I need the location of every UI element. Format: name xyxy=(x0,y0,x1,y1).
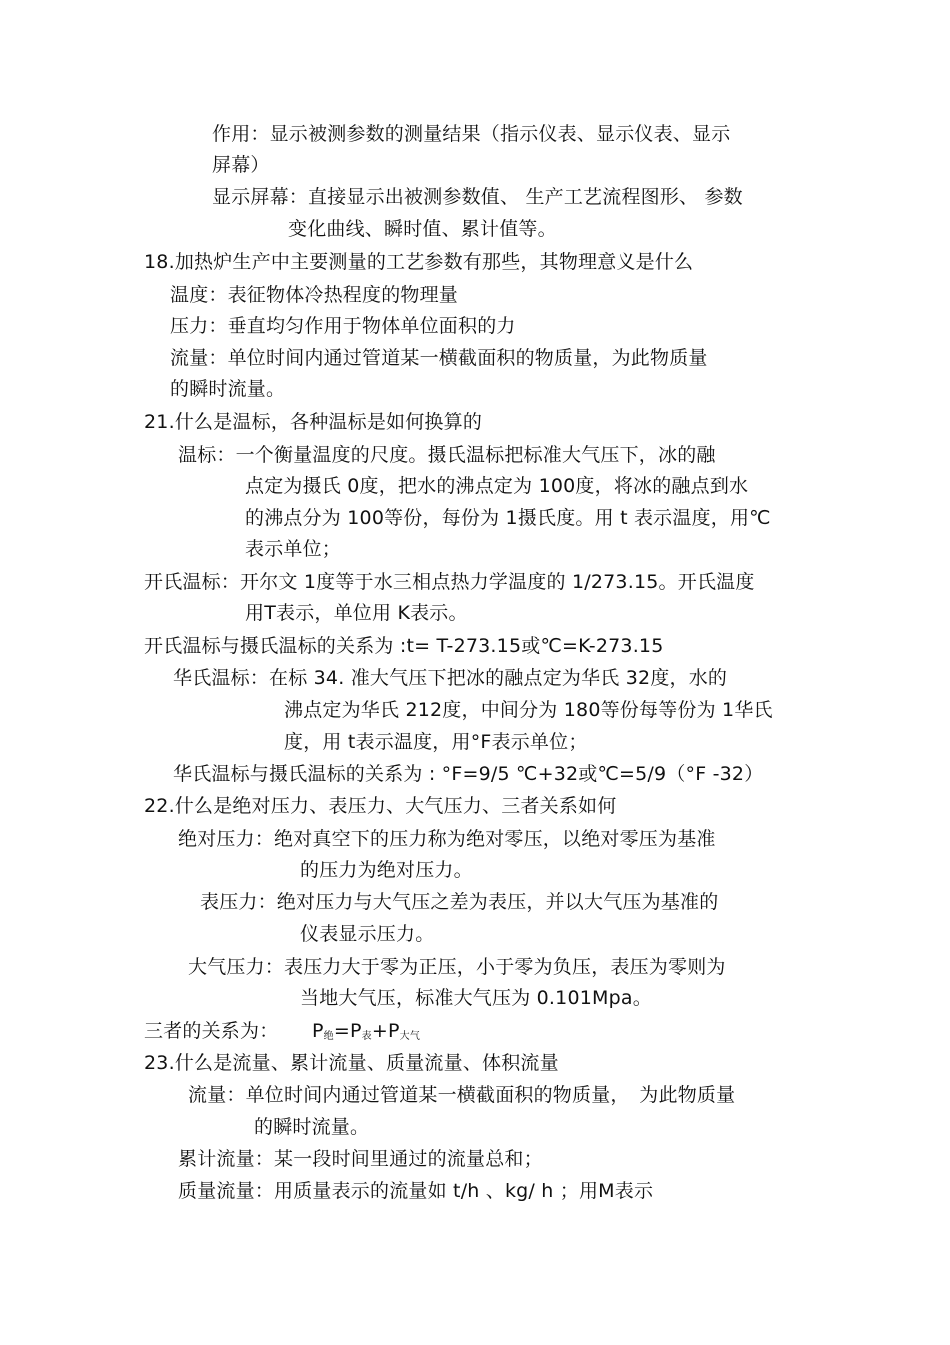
text-line: 用T表示，单位用 K表示。 xyxy=(245,602,468,624)
text-line: 开氏温标与摄氏温标的关系为 :t= T-273.15或℃=K-273.15 xyxy=(144,635,664,657)
text-line: 温标：一个衡量温度的尺度。摄氏温标把标准大气压下，冰的融 xyxy=(178,444,716,466)
text-line: 当地大气压，标准大气压为 0.101Mpa。 xyxy=(300,987,652,1009)
text-line: 大气压力：表压力大于零为正压，小于零为负压，表压为零则为 xyxy=(188,956,726,978)
text-line: 屏幕） xyxy=(212,154,270,176)
text-line: 流量：单位时间内通过管道某一横截面积的物质量， 为此物质量 xyxy=(188,1084,736,1106)
text-line: 质量流量：用质量表示的流量如 t/h 、kg/ h ；用M表示 xyxy=(178,1180,654,1202)
section-heading: 18.加热炉生产中主要测量的工艺参数有那些，其物理意义是什么 xyxy=(144,251,694,273)
text-line: 华氏温标：在标 34. 准大气压下把冰的融点定为华氏 32度，水的 xyxy=(173,667,728,689)
formula-part: P xyxy=(312,1020,324,1042)
text-line: 仪表显示压力。 xyxy=(300,923,435,945)
text-line: 绝对压力：绝对真空下的压力称为绝对零压，以绝对零压为基准 xyxy=(178,828,716,850)
text-line: 显示屏幕：直接显示出被测参数值、 生产工艺流程图形、 参数 xyxy=(212,186,743,208)
section-heading: 22.什么是绝对压力、表压力、大气压力、三者关系如何 xyxy=(144,795,617,817)
formula-subscript: 绝 xyxy=(323,1031,334,1042)
text-line: 的压力为绝对压力。 xyxy=(300,859,473,881)
text-line: 三者的关系为： xyxy=(144,1020,279,1042)
text-line: 开氏温标：开尔文 1度等于水三相点热力学温度的 1/273.15。开氏温度 xyxy=(144,571,755,593)
text-line: 的瞬时流量。 xyxy=(254,1116,370,1138)
section-heading: 21.什么是温标，各种温标是如何换算的 xyxy=(144,411,483,433)
formula-subscript: 大气 xyxy=(399,1031,421,1042)
formula-part: =P xyxy=(333,1020,362,1042)
text-line: 表压力：绝对压力与大气压之差为表压，并以大气压为基准的 xyxy=(200,891,719,913)
text-line: 流量：单位时间内通过管道某一横截面积的物质量，为此物质量 xyxy=(170,347,708,369)
text-line: 作用：显示被测参数的测量结果（指示仪表、显示仪表、显示 xyxy=(212,123,731,145)
text-line: 表示单位； xyxy=(245,538,342,560)
text-line: 温度：表征物体冷热程度的物理量 xyxy=(170,284,459,306)
text-line: 华氏温标与摄氏温标的关系为 : °F=9/5 ℃+32或℃=5/9（°F -32） xyxy=(173,763,764,785)
text-line: 累计流量：某一段时间里通过的流量总和； xyxy=(178,1148,543,1170)
text-line: 压力：垂直均匀作用于物体单位面积的力 xyxy=(170,315,516,337)
text-line: 的瞬时流量。 xyxy=(170,378,286,400)
section-heading: 23.什么是流量、累计流量、质量流量、体积流量 xyxy=(144,1052,559,1074)
formula-part: +P xyxy=(371,1020,400,1042)
text-line: 度，用 t表示温度，用°F表示单位； xyxy=(284,731,588,753)
text-line: 变化曲线、瞬时值、累计值等。 xyxy=(288,218,557,240)
text-line: 沸点定为华氏 212度，中间分为 180等份每等份为 1华氏 xyxy=(284,699,773,721)
pressure-formula xyxy=(312,1018,420,1050)
formula-subscript: 表 xyxy=(361,1031,372,1042)
text-line: 的沸点分为 100等份，每份为 1摄氏度。用 t 表示温度，用℃ xyxy=(245,507,771,529)
text-line: 点定为摄氏 0度，把水的沸点定为 100度，将冰的融点到水 xyxy=(245,475,749,497)
